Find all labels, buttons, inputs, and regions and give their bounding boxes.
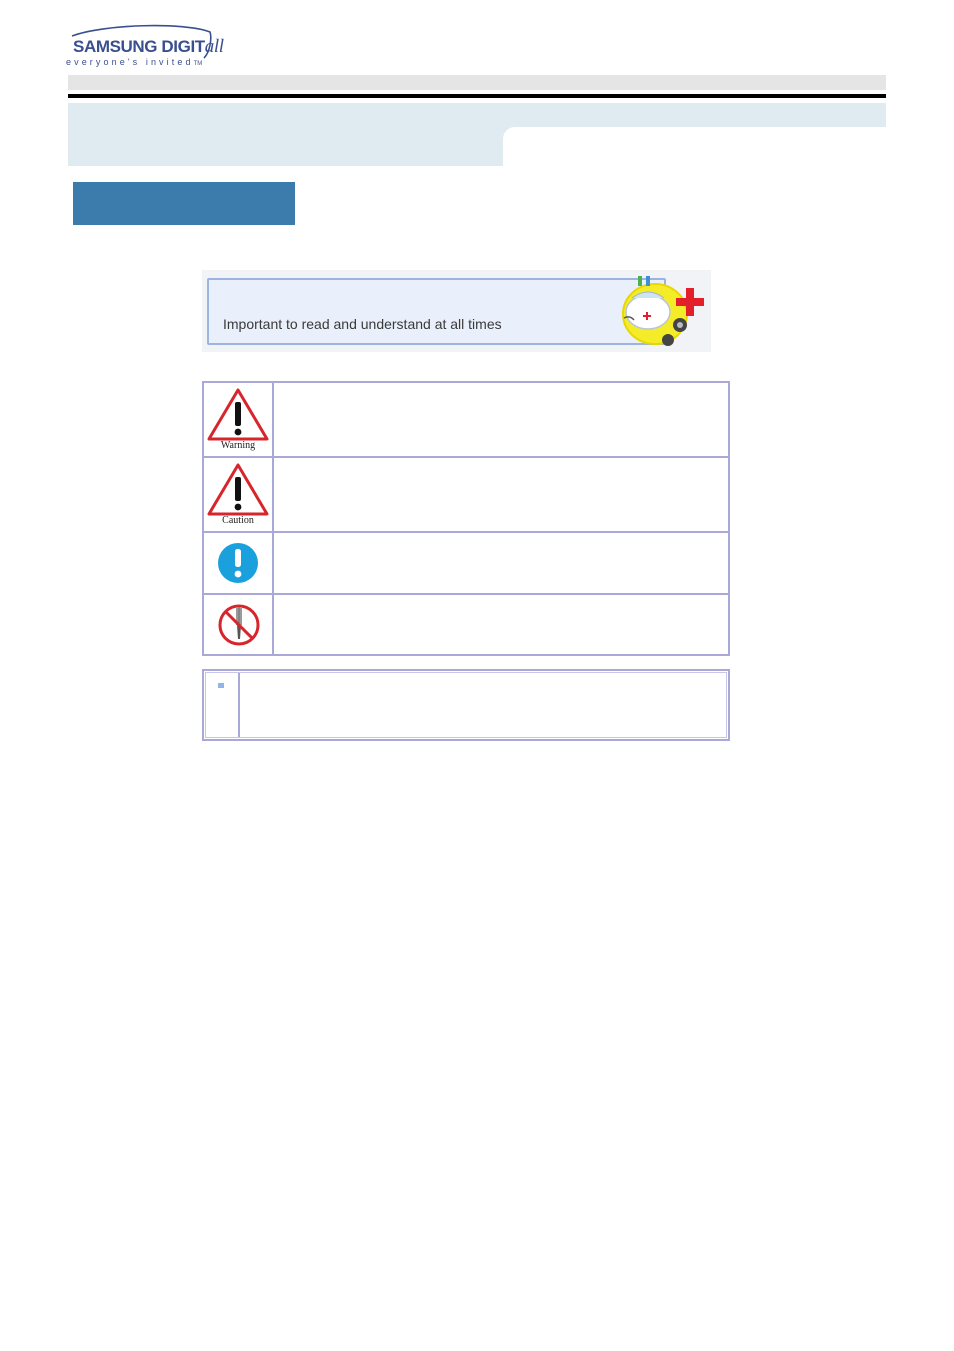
- symbol-label: Caution: [222, 515, 254, 526]
- symbol-cell: [204, 595, 274, 654]
- important-notice-box: [207, 278, 666, 345]
- note-text: [242, 673, 726, 737]
- top-divider: [68, 94, 886, 98]
- symbol-description: [276, 458, 728, 533]
- symbol-description: [276, 383, 728, 458]
- ambulance-mascot-icon: [610, 270, 711, 352]
- bullet-square-icon: [218, 683, 224, 688]
- do-not-disassemble-icon: [204, 595, 272, 655]
- table-row: [204, 593, 728, 654]
- symbols-table: [202, 381, 730, 656]
- symbol-cell: [204, 533, 274, 595]
- symbol-cell: [204, 383, 274, 458]
- note-inner: [205, 672, 727, 738]
- header-tab-cutout: [503, 127, 886, 167]
- top-gray-bar: [68, 75, 886, 90]
- symbol-description: [276, 595, 728, 654]
- note-table: [202, 669, 730, 741]
- samsung-logo: [64, 24, 224, 70]
- table-row: [204, 383, 728, 458]
- table-row: [204, 531, 728, 595]
- symbol-label: Warning: [220, 440, 256, 451]
- symbol-cell: [204, 458, 274, 533]
- logo-wordmark: SAMSUNG DIGITall: [73, 36, 224, 57]
- symbol-description: [276, 533, 728, 595]
- important-notice-text: Important to read and understand at all times: [223, 316, 502, 332]
- note-bullet-cell: [206, 673, 240, 737]
- caution-triangle-icon: [204, 462, 272, 520]
- important-notice: [202, 270, 711, 352]
- table-row: [204, 456, 728, 533]
- logo-tagline: everyone's invitedTM: [66, 57, 203, 67]
- exclamation-circle-icon: [204, 533, 272, 593]
- section-title-box: [73, 182, 295, 225]
- warning-triangle-icon: [204, 387, 272, 445]
